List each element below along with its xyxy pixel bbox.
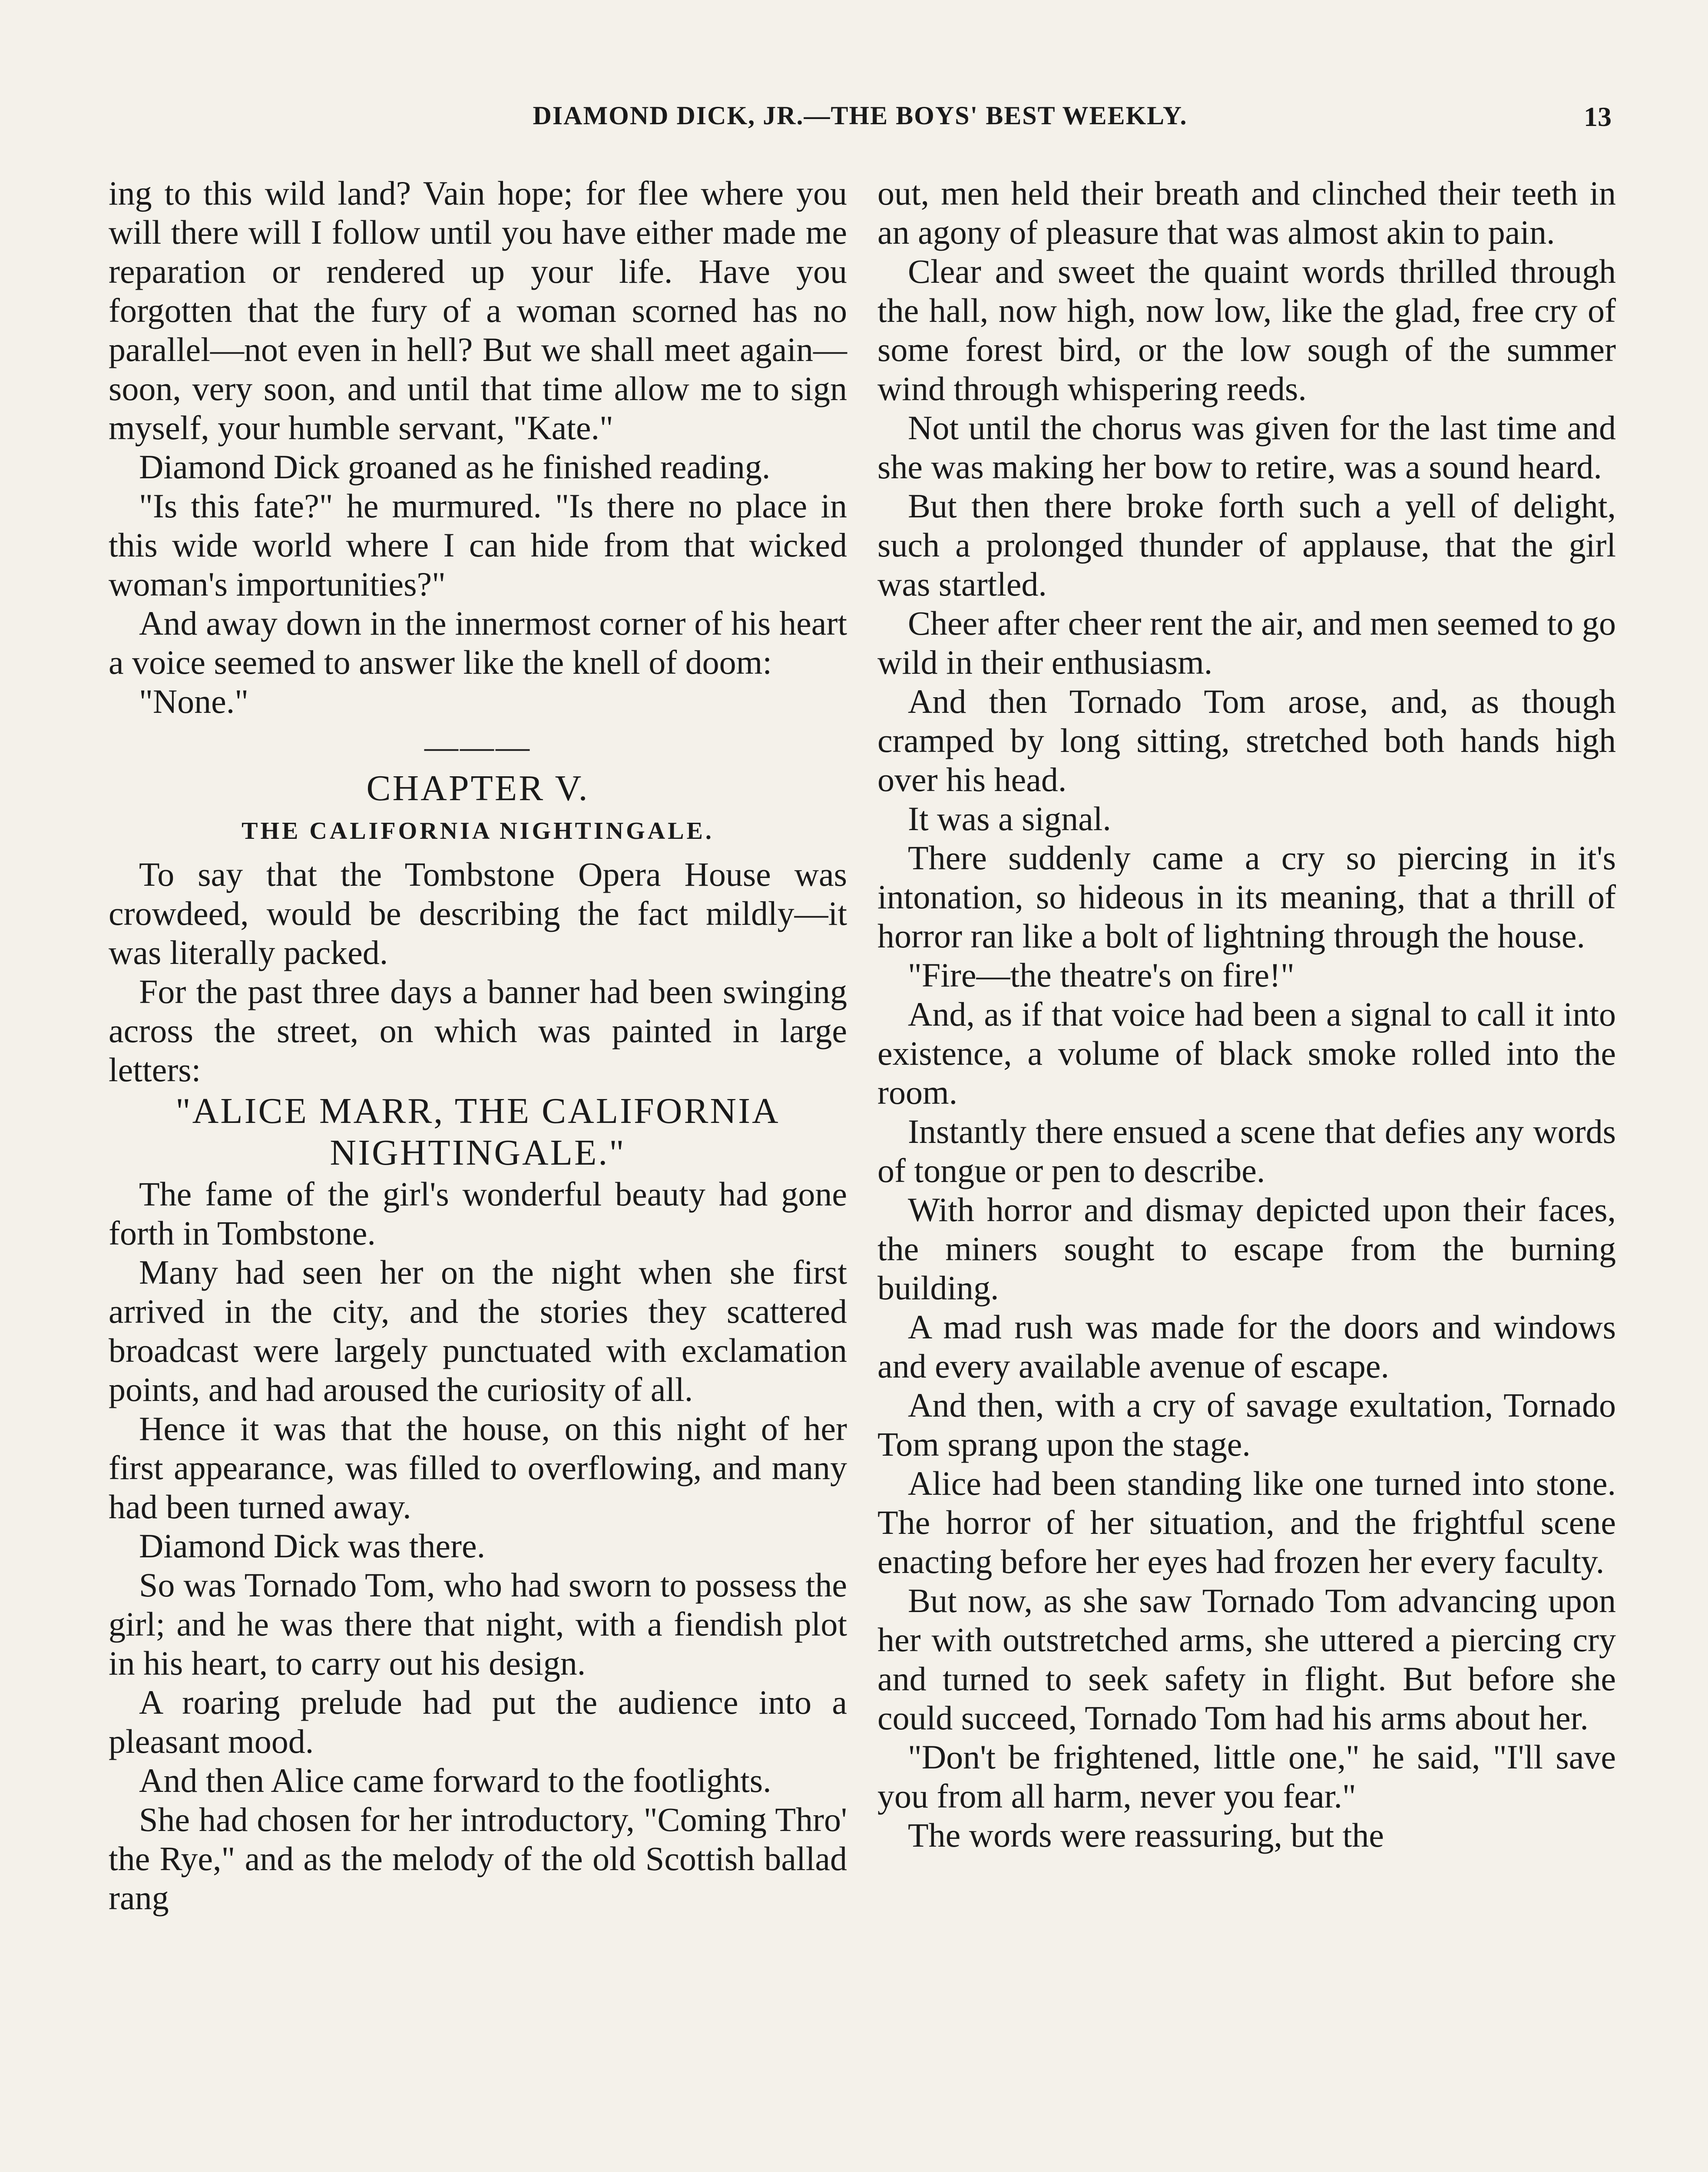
paragraph: She had chosen for her introductory, "Coming Thro' the Rye," and as the melody of the old Scottish ballad rang xyxy=(109,1801,847,1917)
paragraph: Many had seen her on the night when she first arrived in the city, and the stories they scattered broadcast were largely punctuated with exclamation points, and had aroused the curiosity of all. xyxy=(109,1253,847,1408)
paragraph: "Is this fate?" he murmured. "Is there no place in this wide world where I can hide from that wicked woman's importunities?" xyxy=(109,487,847,603)
paragraph: And away down in the innermost corner of his heart a voice seemed to answer like the knell of doom: xyxy=(109,604,847,681)
paragraph: "Don't be frightened, little one," he said, "I'll save you from all harm, never you fear." xyxy=(877,1738,1616,1815)
paragraph: So was Tornado Tom, who had sworn to possess the girl; and he was there that night, with a fiendish plot in his heart, to carry out his design. xyxy=(109,1566,847,1682)
paragraph: ing to this wild land? Vain hope; for flee where you will there will I follow until you have either made me reparation or rendered up your life. Have you forgotten that the fury of a woman scorned has no parallel—not even in hell? But we shall meet again—soon, very soon, and until that time allow me to sign myself, your humble servant, "Kate." xyxy=(109,174,847,447)
paragraph: Diamond Dick was there. xyxy=(139,1527,486,1565)
paragraph: But now, as she saw Tornado Tom advancing upon her with outstretched arms, she uttered a piercing cry and turned to seek safety in flight. But before she could succeed, Tornado Tom had his arms about her. xyxy=(877,1582,1616,1737)
paragraph: "None." xyxy=(139,682,249,720)
paragraph: There suddenly came a cry so piercing in it's intonation, so hideous in its meaning, that a thrill of horror ran like a bolt of lightning through the house. xyxy=(877,839,1616,955)
paragraph: And then Tornado Tom arose, and, as though cramped by long sitting, stretched both hands high over his head. xyxy=(877,682,1616,798)
paragraph: With horror and dismay depicted upon their faces, the miners sought to escape from the burning building. xyxy=(877,1191,1616,1307)
running-title: DIAMOND DICK, JR.—THE BOYS' BEST WEEKLY. xyxy=(533,101,1188,130)
chapter-title: THE CALIFORNIA NIGHTINGALE. xyxy=(242,818,714,844)
paragraph: And then, with a cry of savage exultation, Tornado Tom sprang upon the stage. xyxy=(877,1386,1616,1463)
paragraph: Instantly there ensued a scene that defies any words of tongue or pen to describe. xyxy=(877,1112,1616,1189)
section-divider: ——— xyxy=(424,728,531,765)
paragraph: Alice had been standing like one turned into stone. The horror of her situation, and the frightful scene enacting before her eyes had frozen her every faculty. xyxy=(877,1464,1616,1580)
left-column xyxy=(109,174,847,1917)
paragraph: A mad rush was made for the doors and windows and every available avenue of escape. xyxy=(877,1308,1616,1385)
chapter-heading: CHAPTER V. xyxy=(366,768,589,808)
banner-text-line-2: NIGHTINGALE." xyxy=(330,1132,626,1173)
paragraph: And, as if that voice had been a signal to call it into existence, a volume of black smoke rolled into the room. xyxy=(877,995,1616,1111)
banner-text-line-1: "ALICE MARR, THE CALIFORNIA xyxy=(175,1091,780,1131)
paragraph: To say that the Tombstone Opera House was crowdeed, would be describing the fact mildly—it was literally packed. xyxy=(109,855,847,971)
paragraph: And then Alice came forward to the footlights. xyxy=(139,1761,771,1799)
paragraph: The fame of the girl's wonderful beauty had gone forth in Tombstone. xyxy=(109,1175,847,1252)
paragraph: Not until the chorus was given for the last time and she was making her bow to retire, was a sound heard. xyxy=(877,409,1616,486)
paragraph: Clear and sweet the quaint words thrilled through the hall, now high, now low, like the glad, free cry of some forest bird, or the low sough of the summer wind through whispering reeds. xyxy=(877,252,1616,407)
paragraph: A roaring prelude had put the audience into a pleasant mood. xyxy=(109,1683,847,1760)
paragraph: For the past three days a banner had been swinging across the street, on which was painted in large letters: xyxy=(109,973,847,1089)
page-header xyxy=(109,101,1612,153)
paragraph: The words were reassuring, but the xyxy=(908,1816,1384,1854)
paragraph: Cheer after cheer rent the air, and men seemed to go wild in their enthusiasm. xyxy=(877,604,1616,681)
page-number: 13 xyxy=(1584,101,1612,132)
paragraph: "Fire—the theatre's on fire!" xyxy=(908,956,1294,994)
paragraph: out, men held their breath and clinched their teeth in an agony of pleasure that was almost akin to pain. xyxy=(877,174,1616,251)
paragraph: It was a signal. xyxy=(908,800,1111,838)
paragraph: Hence it was that the house, on this night of her first appearance, was filled to overflowing, and many had been turned away. xyxy=(109,1410,847,1526)
right-column xyxy=(877,174,1616,1855)
paragraph: But then there broke forth such a yell of delight, such a prolonged thunder of applause, that the girl was startled. xyxy=(877,487,1616,603)
paragraph: Diamond Dick groaned as he finished reading. xyxy=(139,448,771,486)
